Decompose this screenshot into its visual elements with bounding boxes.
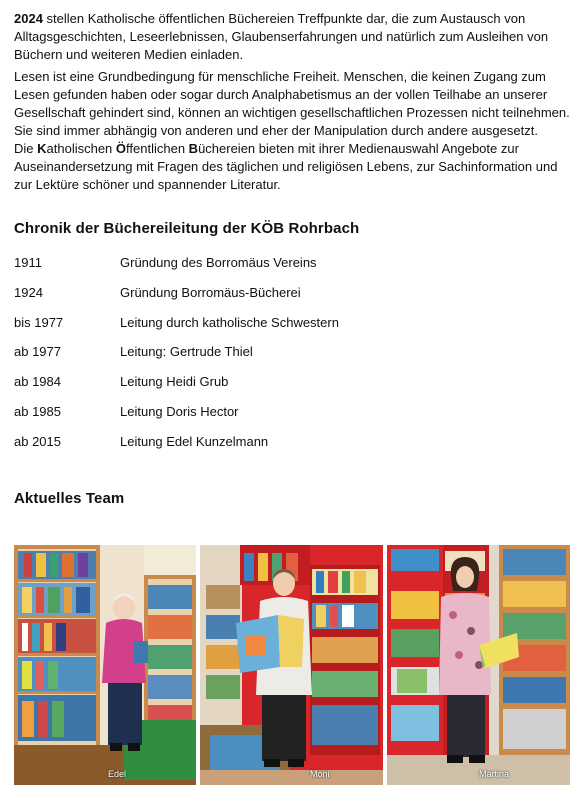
chronik-event: Leitung Heidi Grub [120,374,229,389]
intro-paragraph-1 [14,10,576,64]
chronik-year: 1911 [14,255,42,270]
p3-rest: üchereien bieten mit ihrer Medienauswahl Angebote zur Auseinandersetzung mit Fragen des täglichen und religiösen Lebens, zur Sachinformation und zur Lektüre schöner und spannender Literatur. [14,141,558,192]
chronik-event: Gründung Borromäus-Bücherei [120,285,301,300]
chronik-row [14,285,574,305]
chronik-heading: Chronik der Büchereileitung der KÖB Rohrbach [14,220,360,237]
chronik-year: ab 2015 [14,434,61,449]
year-highlight: 2024 [14,11,43,26]
p3-word-oeffentlichen: ffentlichen [126,141,189,156]
chronik-row [14,404,574,424]
chronik-year: ab 1977 [14,344,61,359]
photo-martina-image [387,545,570,785]
caption-martina: Martina [479,769,510,779]
team-photo-martina [387,545,570,785]
chronik-row [14,434,574,454]
intro-paragraph-1-text: stellen Katholische öffentlichen Büchereien Treffpunkte dar, die zum Austausch von Alltagsgeschichten, Leseerlebnissen, Glaubenserfahrungen und natürlich zum Ausleihen von Büchern und weiteren Medien einladen. [14,11,549,62]
photo-edel-image [14,545,196,785]
p3-word-katholischen: atholischen [46,141,116,156]
chronik-year: bis 1977 [14,315,64,330]
chronik-event: Gründung des Borromäus Vereins [120,255,317,270]
chronik-year: ab 1985 [14,404,61,419]
chronik-event: Leitung Doris Hector [120,404,239,419]
chronik-year: ab 1984 [14,374,61,389]
p3-letter-k: K [37,141,47,156]
team-heading: Aktuelles Team [14,490,125,507]
p3-letter-o: Ö [115,141,127,156]
chronik-event: Leitung: Gertrude Thiel [120,344,253,359]
chronik-row [14,374,574,394]
photo-moni-image [200,545,383,785]
chronik-row [14,255,574,275]
team-photo-moni [200,545,383,785]
chronik-event: Leitung durch katholische Schwestern [120,315,339,330]
chronik-year: 1924 [14,285,43,300]
intro-paragraph-3 [14,140,576,194]
intro-paragraph-2: Lesen ist eine Grundbedingung für menschliche Freiheit. Menschen, die keinen Zugang zum Lesen gefunden haben oder sogar durch Analphabetismus an der vollen Teilhabe an unserer Gesellschaft gehindert sind, können an wichtigen gesellschaftlichen Prozessen nicht teilnehmen. Sie sind immer abhängig von anderen und eher der Manipulation durch andere ausgesetzt. [14,69,570,138]
caption-edel: Edel [108,769,127,779]
chronik-event: Leitung Edel Kunzelmann [120,434,269,449]
p3-letter-b: B [188,141,199,156]
p3-prefix: Die [14,141,38,156]
team-photo-edel [14,545,196,785]
caption-moni: Moni [310,769,330,779]
chronik-row [14,344,574,364]
chronik-row [14,315,574,335]
